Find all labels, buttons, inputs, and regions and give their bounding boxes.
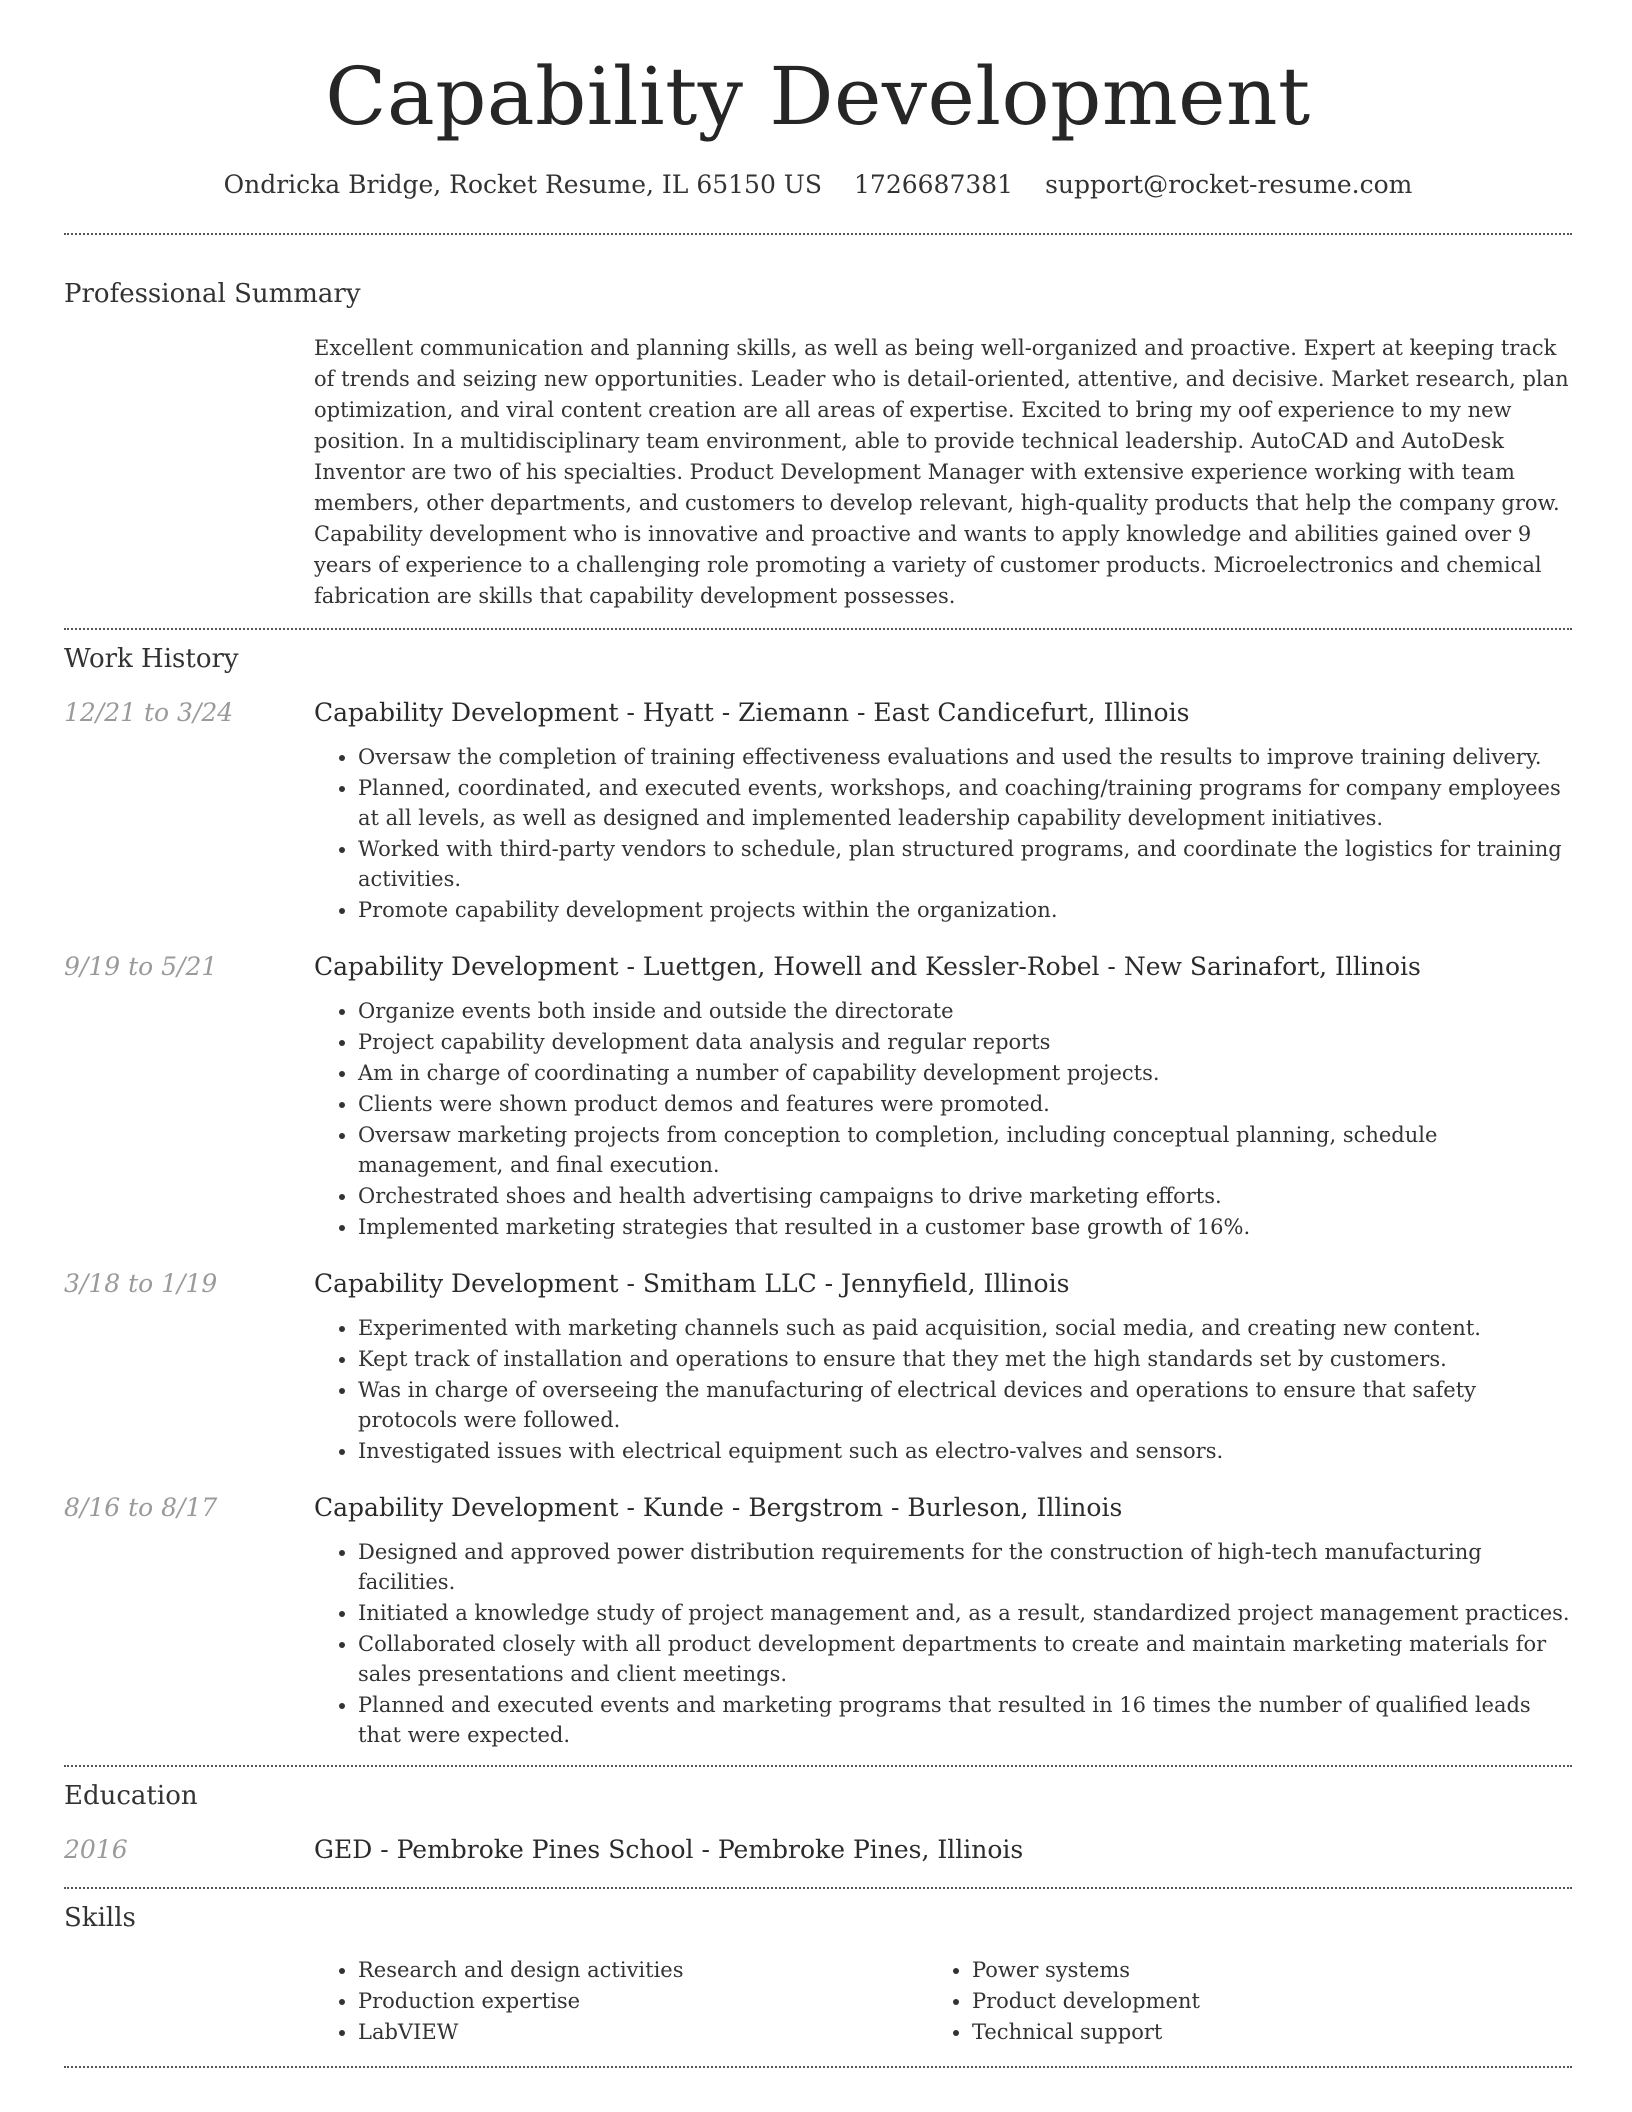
job-entry xyxy=(64,1267,1572,1467)
contact-line xyxy=(64,170,1572,199)
work-history-section xyxy=(64,630,1572,1765)
job-dates: 12/21 to 3/24 xyxy=(64,698,234,727)
job-bullet: • Orchestrated shoes and health advertising campaigns to drive marketing efforts. xyxy=(358,1181,1572,1211)
job-bullet: • Designed and approved power distribution requirements for the construction of high-tech manufacturing facilities. xyxy=(358,1537,1572,1597)
job-bullet: • Oversaw the completion of training effectiveness evaluations and used the results to improve training delivery. xyxy=(358,742,1572,772)
contact-address: Ondricka Bridge, Rocket Resume, IL 65150 US xyxy=(223,170,823,199)
job-bullet: • Collaborated closely with all product development departments to create and maintain marketing materials for sales presentations and client meetings. xyxy=(358,1629,1572,1689)
skills-title: Skills xyxy=(64,1903,136,1933)
job-body xyxy=(314,696,1572,926)
summary-title: Professional Summary xyxy=(64,279,361,309)
job-bullet: • Project capability development data analysis and regular reports xyxy=(358,1027,1572,1057)
education-title: Education xyxy=(64,1781,198,1811)
job-bullet: • Planned and executed events and marketing programs that resulted in 16 times the number of qualified leads that were expected. xyxy=(358,1690,1572,1750)
candidate-name: Capability Development xyxy=(325,50,1311,143)
skill-item: • Production expertise xyxy=(358,1986,928,2017)
skill-item: • Research and design activities xyxy=(358,1955,928,1986)
job-heading: Capability Development - Luettgen, Howell and Kessler-Robel - New Sarinafort, Illinois xyxy=(314,952,1421,981)
job-bullet: • Investigated issues with electrical equipment such as electro-valves and sensors. xyxy=(358,1436,1572,1466)
education-entry xyxy=(64,1833,1572,1887)
skills-column-left xyxy=(314,1955,928,2048)
job-bullet: • Was in charge of overseeing the manufacturing of electrical devices and operations to ensure that safety protocols were followed. xyxy=(358,1375,1572,1435)
skill-item: • Power systems xyxy=(972,1955,1542,1986)
education-year: 2016 xyxy=(64,1835,128,1864)
job-body xyxy=(314,950,1572,1243)
job-dates: 9/19 to 5/21 xyxy=(64,952,218,981)
job-bullets xyxy=(314,742,1572,925)
job-bullet: • Oversaw marketing projects from conception to completion, including conceptual planning, schedule management, and final execution. xyxy=(358,1120,1572,1180)
education-heading: GED - Pembroke Pines School - Pembroke Pines, Illinois xyxy=(314,1835,1024,1864)
job-dates: 3/18 to 1/19 xyxy=(64,1269,218,1298)
skill-item: • Product development xyxy=(972,1986,1542,2017)
summary-section xyxy=(64,235,1572,628)
job-bullet: • Promote capability development projects within the organization. xyxy=(358,895,1572,925)
job-heading: Capability Development - Hyatt - Ziemann - East Candicefurt, Illinois xyxy=(314,698,1190,727)
job-bullet: • Organize events both inside and outside the directorate xyxy=(358,996,1572,1026)
education-section xyxy=(64,1767,1572,1887)
job-bullet: • Planned, coordinated, and executed events, workshops, and coaching/training programs for company employees at all levels, as well as designed and implemented leadership capability development initiatives. xyxy=(358,773,1572,833)
job-bullet: • Kept track of installation and operations to ensure that they met the high standards set by customers. xyxy=(358,1344,1572,1374)
resume-header xyxy=(64,0,1572,199)
contact-email: support@rocket-resume.com xyxy=(1045,170,1413,199)
job-body xyxy=(314,1267,1572,1467)
job-list xyxy=(64,696,1572,1765)
job-heading: Capability Development - Smitham LLC - Jennyfield, Illinois xyxy=(314,1269,1070,1298)
work-history-title: Work History xyxy=(64,644,239,674)
job-bullets xyxy=(314,996,1572,1242)
skill-item: • Technical support xyxy=(972,2017,1542,2048)
contact-phone: 1726687381 xyxy=(854,170,1014,199)
job-bullet: • Clients were shown product demos and features were promoted. xyxy=(358,1089,1572,1119)
summary-text: Excellent communication and planning skills, as well as being well-organized and proactive. Expert at keeping track of trends and seizing new opportunities. Leader who is detail-oriented, attentive, and decisive. Market research, plan optimization, and viral content creation are all areas of expertise. Excited to bring my oof experience to my new position. In a multidisciplinary team environment, able to provide technical leadership. AutoCAD and AutoDesk Inventor are two of his specialties. Product Development Manager with extensive experience working with team members, other departments, and customers to develop relevant, high-quality products that help the company grow. Capability development who is innovative and proactive and wants to apply knowledge and abilities gained over 9 years of experience to a challenging role promoting a variety of customer products. Microelectronics and chemical fabrication are skills that capability development possesses. xyxy=(314,336,1569,608)
job-bullet: • Am in charge of coordinating a number of capability development projects. xyxy=(358,1058,1572,1088)
job-bullet: • Initiated a knowledge study of project management and, as a result, standardized project management practices. xyxy=(358,1598,1572,1628)
resume-page xyxy=(64,0,1572,2112)
skill-item: • LabVIEW xyxy=(358,2017,928,2048)
job-entry xyxy=(64,950,1572,1243)
skills-column-right xyxy=(928,1955,1542,2048)
skills-grid xyxy=(314,1955,1572,2066)
job-bullets xyxy=(314,1537,1572,1750)
job-entry xyxy=(64,696,1572,926)
job-entry xyxy=(64,1491,1572,1751)
job-body xyxy=(314,1491,1572,1751)
skills-section xyxy=(64,1889,1572,2066)
job-bullet: • Worked with third-party vendors to schedule, plan structured programs, and coordinate the logistics for training activities. xyxy=(358,834,1572,894)
divider xyxy=(64,2066,1572,2068)
job-dates: 8/16 to 8/17 xyxy=(64,1493,218,1522)
job-bullets xyxy=(314,1313,1572,1466)
job-heading: Capability Development - Kunde - Bergstrom - Burleson, Illinois xyxy=(314,1493,1123,1522)
job-bullet: • Experimented with marketing channels such as paid acquisition, social media, and creating new content. xyxy=(358,1313,1572,1343)
job-bullet: • Implemented marketing strategies that resulted in a customer base growth of 16%. xyxy=(358,1212,1572,1242)
